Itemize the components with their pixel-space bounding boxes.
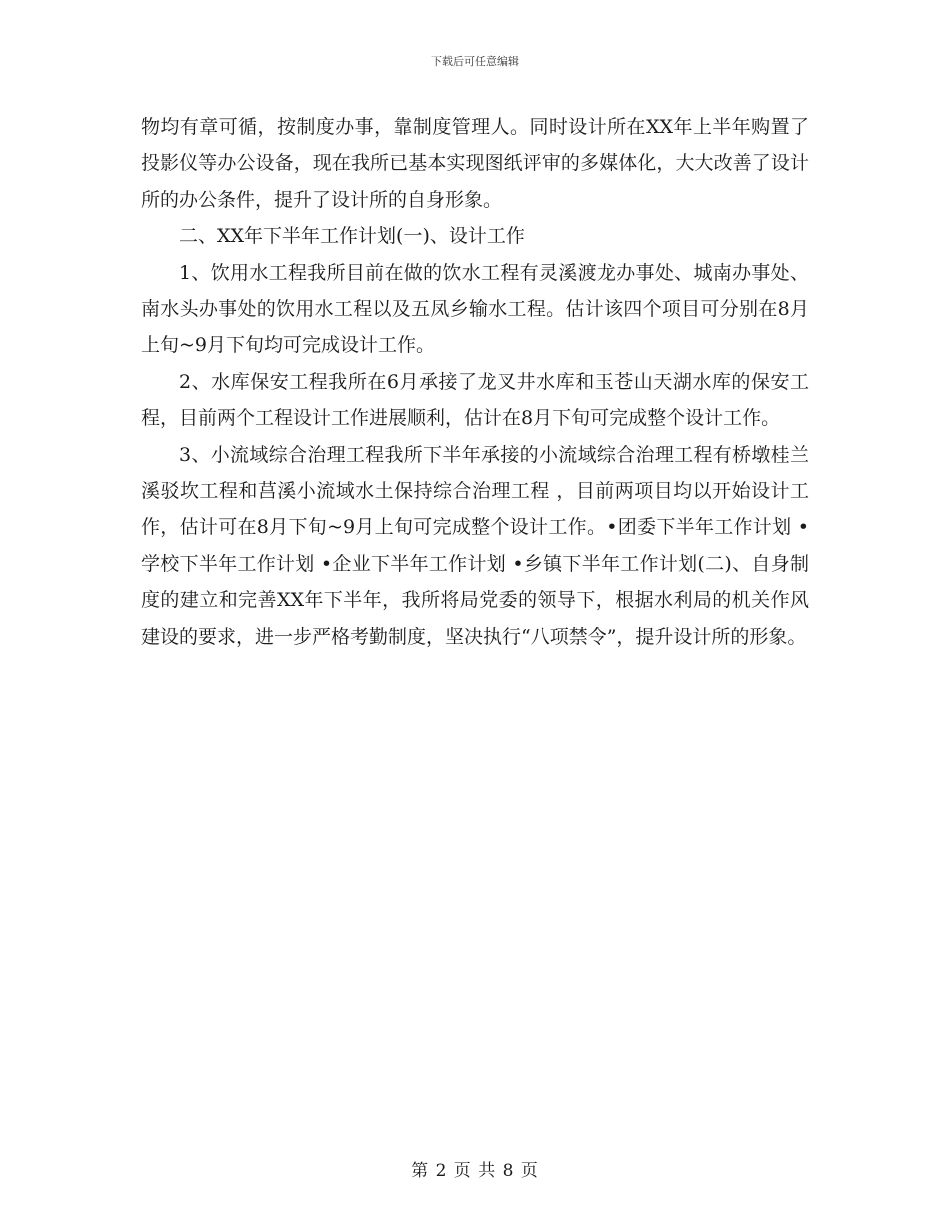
paragraph-drinking-water: 1、饮用水工程我所目前在做的饮水工程有灵溪渡龙办事处、城南办事处、南水头办事处的饮用水工程以及五凤乡输水工程。估计该四个项目可分别在8月上旬~9月下旬均可完成设计工作。	[141, 261, 809, 357]
paragraph-reservoir-safety: 2、水库保安工程我所在6月承接了龙叉井水库和玉苍山天湖水库的保安工程，目前两个工程设计工作进展顺利，估计在8月下旬可完成整个设计工作。	[141, 370, 809, 430]
page-number: 第 2 页 共 8 页	[411, 1161, 539, 1181]
paragraph-watershed: 3、小流域综合治理工程我所下半年承接的小流域综合治理工程有桥墩桂兰溪驳坎工程和莒溪小流域水土保持综合治理工程 ，目前两项目均以开始设计工作，估计可在8月下旬~9月上旬可完成整个设计工作。•团委下半年工作计划 •学校下半年工作计划 •企业下半年工作计划 •乡镇下半年工作计划(二)、自身制度的建立和完善XX年下半年，我所将局党委的领导下，根据水利局的机关作风建设的要求，进一步严格考勤制度，坚决执行“八项禁令”，提升设计所的形象。	[141, 443, 809, 648]
paragraph-continuation: 物均有章可循，按制度办事，靠制度管理人。同时设计所在XX年上半年购置了投影仪等办公设备，现在我所已基本实现图纸评审的多媒体化，大大改善了设计所的办公条件，提升了设计所的自身形象。	[141, 116, 809, 211]
document-body	[141, 109, 809, 655]
section-heading: 二、XX年下半年工作计划(一)、设计工作	[179, 225, 525, 248]
header-note: 下载后可任意编辑	[431, 55, 519, 68]
